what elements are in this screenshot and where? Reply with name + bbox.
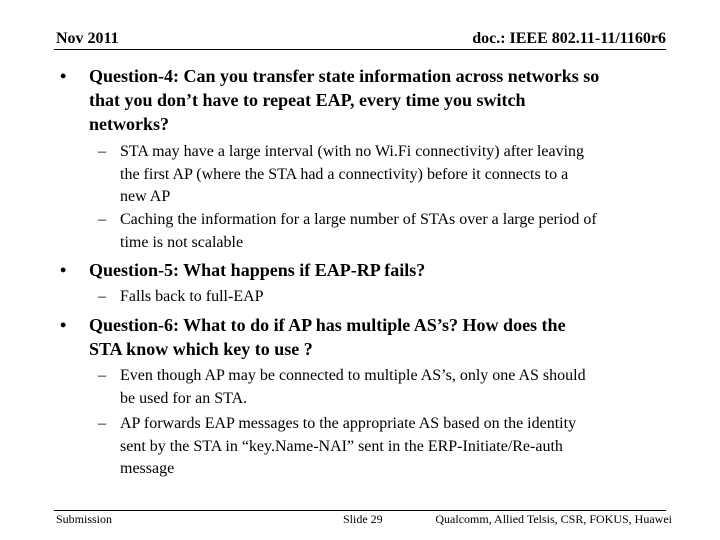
dash-icon: – bbox=[98, 367, 106, 384]
sub-bullet-text: STA may have a large interval (with no Wi.Fi connectivity) after leaving the first AP (where the STA had a connectivity) before it connects to a new AP bbox=[120, 143, 585, 205]
dash-icon: – bbox=[98, 288, 106, 305]
bullet-text: Question-5: What happens if EAP-RP fails? bbox=[89, 260, 426, 280]
sub-bullet-text: AP forwards EAP messages to the appropriate AS based on the identity sent by the STA in “key.Name-NAI” sent in the ERP-Initiate/Re-auth message bbox=[120, 415, 577, 477]
footer-slide-number: Slide 29 bbox=[343, 512, 383, 526]
dash-icon: – bbox=[98, 211, 106, 228]
bullet-icon: • bbox=[60, 66, 67, 86]
bullet-icon: • bbox=[60, 315, 67, 335]
dash-icon: – bbox=[98, 143, 106, 160]
bullet-text: Question-4: Can you transfer state information across networks so that you don’t have to repeat EAP, every time you switch networks? bbox=[89, 66, 600, 134]
sub-bullet-text: Falls back to full-EAP bbox=[120, 288, 264, 305]
bullet-icon: • bbox=[60, 260, 67, 280]
header-doc-id: doc.: IEEE 802.11-11/1160r6 bbox=[472, 30, 666, 47]
sub-bullet-text: Caching the information for a large number of STAs over a large period of time is not scalable bbox=[120, 211, 597, 251]
dash-icon: – bbox=[98, 415, 106, 432]
footer-divider bbox=[54, 510, 666, 511]
bullet-text: Question-6: What to do if AP has multiple AS’s? How does the STA know which key to use ? bbox=[89, 315, 566, 359]
sub-bullet-text: Even though AP may be connected to multiple AS’s, only one AS should be used for an STA. bbox=[120, 367, 586, 407]
footer-submission: Submission bbox=[56, 512, 113, 526]
header-date: Nov 2011 bbox=[56, 30, 119, 47]
footer-authors: Qualcomm, Allied Telsis, CSR, FOKUS, Huawei bbox=[435, 512, 672, 526]
header-divider bbox=[54, 49, 666, 50]
